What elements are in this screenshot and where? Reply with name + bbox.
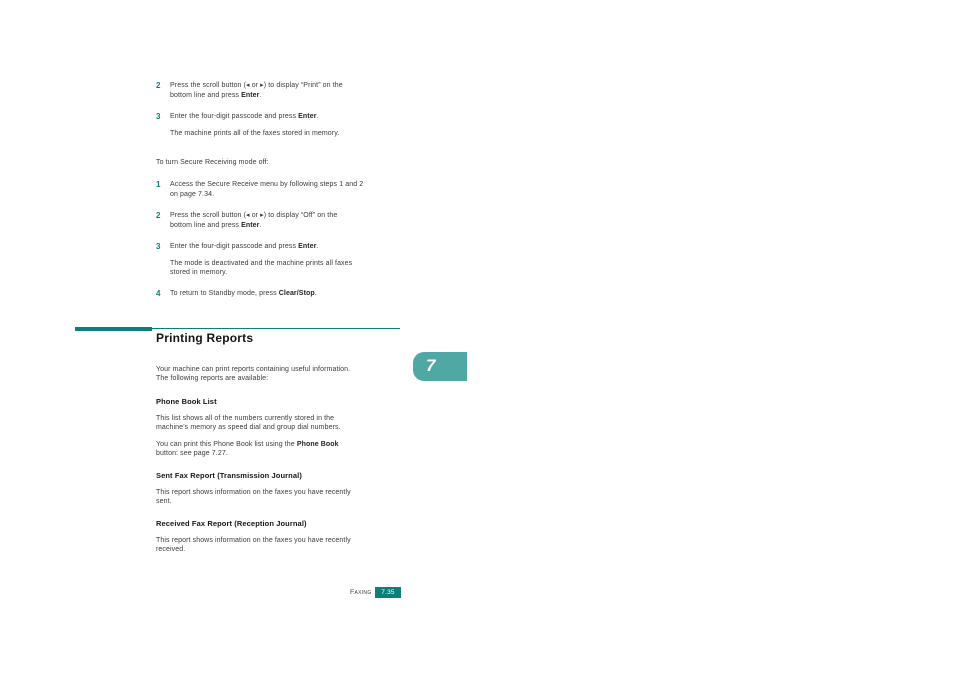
paragraph-line: sent. [156,498,172,505]
paragraph-line: machine’s memory as speed dial and group dial numbers. [156,424,341,431]
step-number: 1 [156,180,161,189]
page-number-badge: 7.35 [375,587,401,598]
step-number: 3 [156,242,161,251]
step-text-line: Enter the four-digit passcode and press Enter. [170,243,319,250]
section-heading: Printing Reports [156,331,254,345]
paragraph-line: You can print this Phone Book list using the Phone Book [156,441,339,448]
step-text-line: bottom line and press Enter. [170,222,262,229]
step-text-line: on page 7.34. [170,191,215,198]
step-number: 4 [156,289,161,298]
step-text-line: Enter the four-digit passcode and press Enter. [170,113,319,120]
sub-heading: Sent Fax Report (Transmission Journal) [156,471,302,480]
step-note-line: The machine prints all of the faxes stored in memory. [170,130,340,137]
step-text-line: Press the scroll button (◂ or ▸) to display “Off” on the [170,212,338,219]
chapter-tab [413,352,467,381]
paragraph-line: This report shows information on the faxes you have recently [156,537,351,544]
paragraph-line: Your machine can print reports containing useful information. [156,366,351,373]
step-number: 2 [156,81,161,90]
chapter-number: 7 [426,356,436,375]
step-number: 2 [156,211,161,220]
paragraph-line: To turn Secure Receiving mode off: [156,159,269,166]
paragraph-line: button: see page 7.27. [156,450,228,457]
step-number: 3 [156,112,161,121]
step-text-line: Press the scroll button (◂ or ▸) to display “Print” on the [170,82,343,89]
step-note-line: The mode is deactivated and the machine prints all faxes [170,260,353,267]
footer-section-label: Faxing [350,589,372,596]
paragraph-line: received. [156,546,186,553]
step-text-line: To return to Standby mode, press Clear/Stop. [170,290,317,297]
sub-heading: Phone Book List [156,397,217,406]
step-text-line: bottom line and press Enter. [170,92,262,99]
step-note-line: stored in memory. [170,269,228,276]
paragraph-line: This list shows all of the numbers currently stored in the [156,415,335,422]
section-rule-accent [75,327,152,331]
sub-heading: Received Fax Report (Reception Journal) [156,519,307,528]
paragraph-line: The following reports are available: [156,375,269,382]
paragraph-line: This report shows information on the faxes you have recently [156,489,351,496]
step-text-line: Access the Secure Receive menu by following steps 1 and 2 [170,181,364,188]
